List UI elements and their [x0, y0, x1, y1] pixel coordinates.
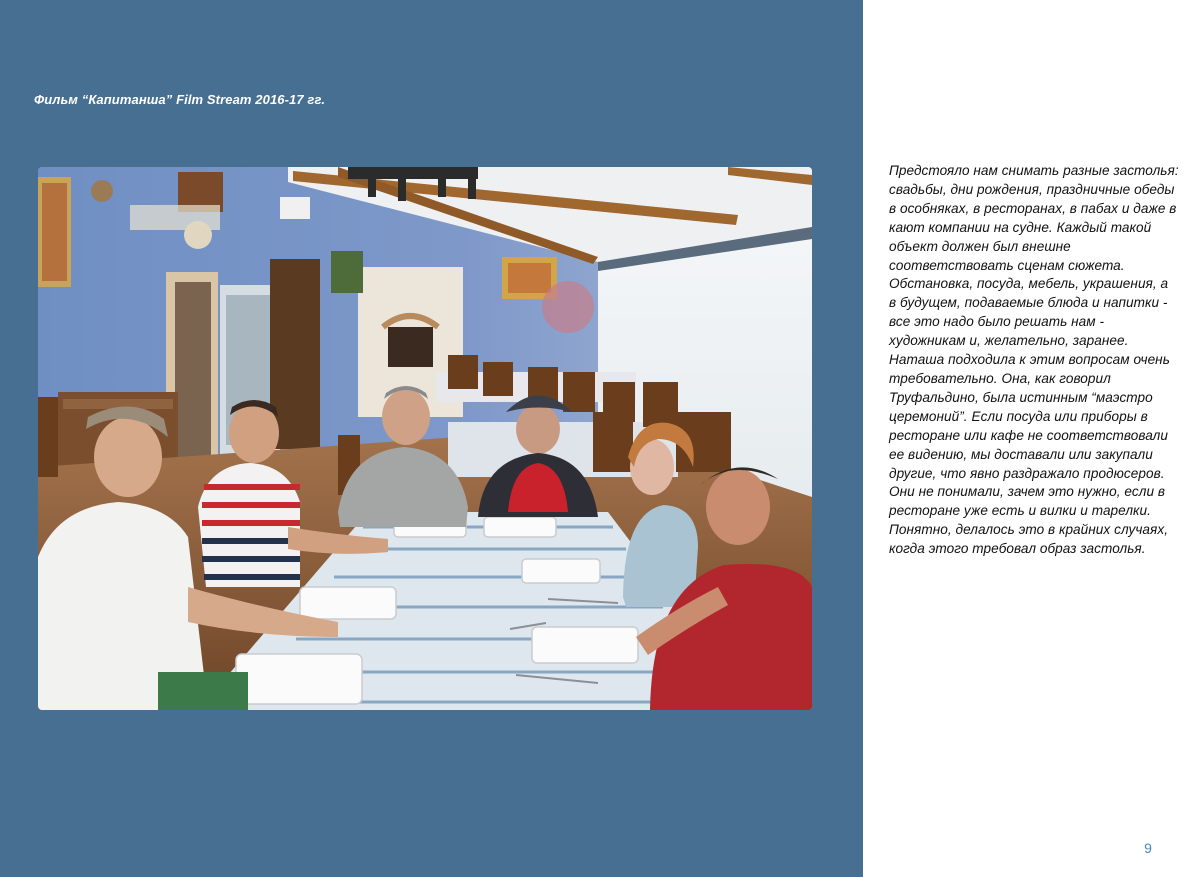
- page-number: 9: [1144, 840, 1152, 856]
- restaurant-table-photo: [38, 167, 812, 710]
- body-paragraph: Предстояло нам снимать разные застолья: свадьбы, дни рождения, праздничные обеды в особняках, в ресторанах, в пабах и даже в кают компании на судне. Каждый такой объект должен был внешне соответствовать сценам сюжета. Обстановка, посуда, мебель, украшения, а в будущем, подаваемые блюда и напитки - все это надо было решать нам - художникам и, желательно, заранее. Наташа подходила к этим вопросам очень требовательно. Она, как говорил Труфальдино, была истинным “маэстро церемоний”. Если посуда или приборы в ресторане или кафе не соответствовали ее видению, мы доставали или закупали другие, что явно раздражало продюсеров. Они не понимали, зачем это нужно, если в ресторане уже есть и вилки и тарелки. Понятно, делалось это в крайних случаях, когда этого требовал образ застолья.: [889, 163, 1179, 557]
- photo-caption: Фильм “Капитанша” Film Stream 2016-17 гг.: [34, 92, 326, 107]
